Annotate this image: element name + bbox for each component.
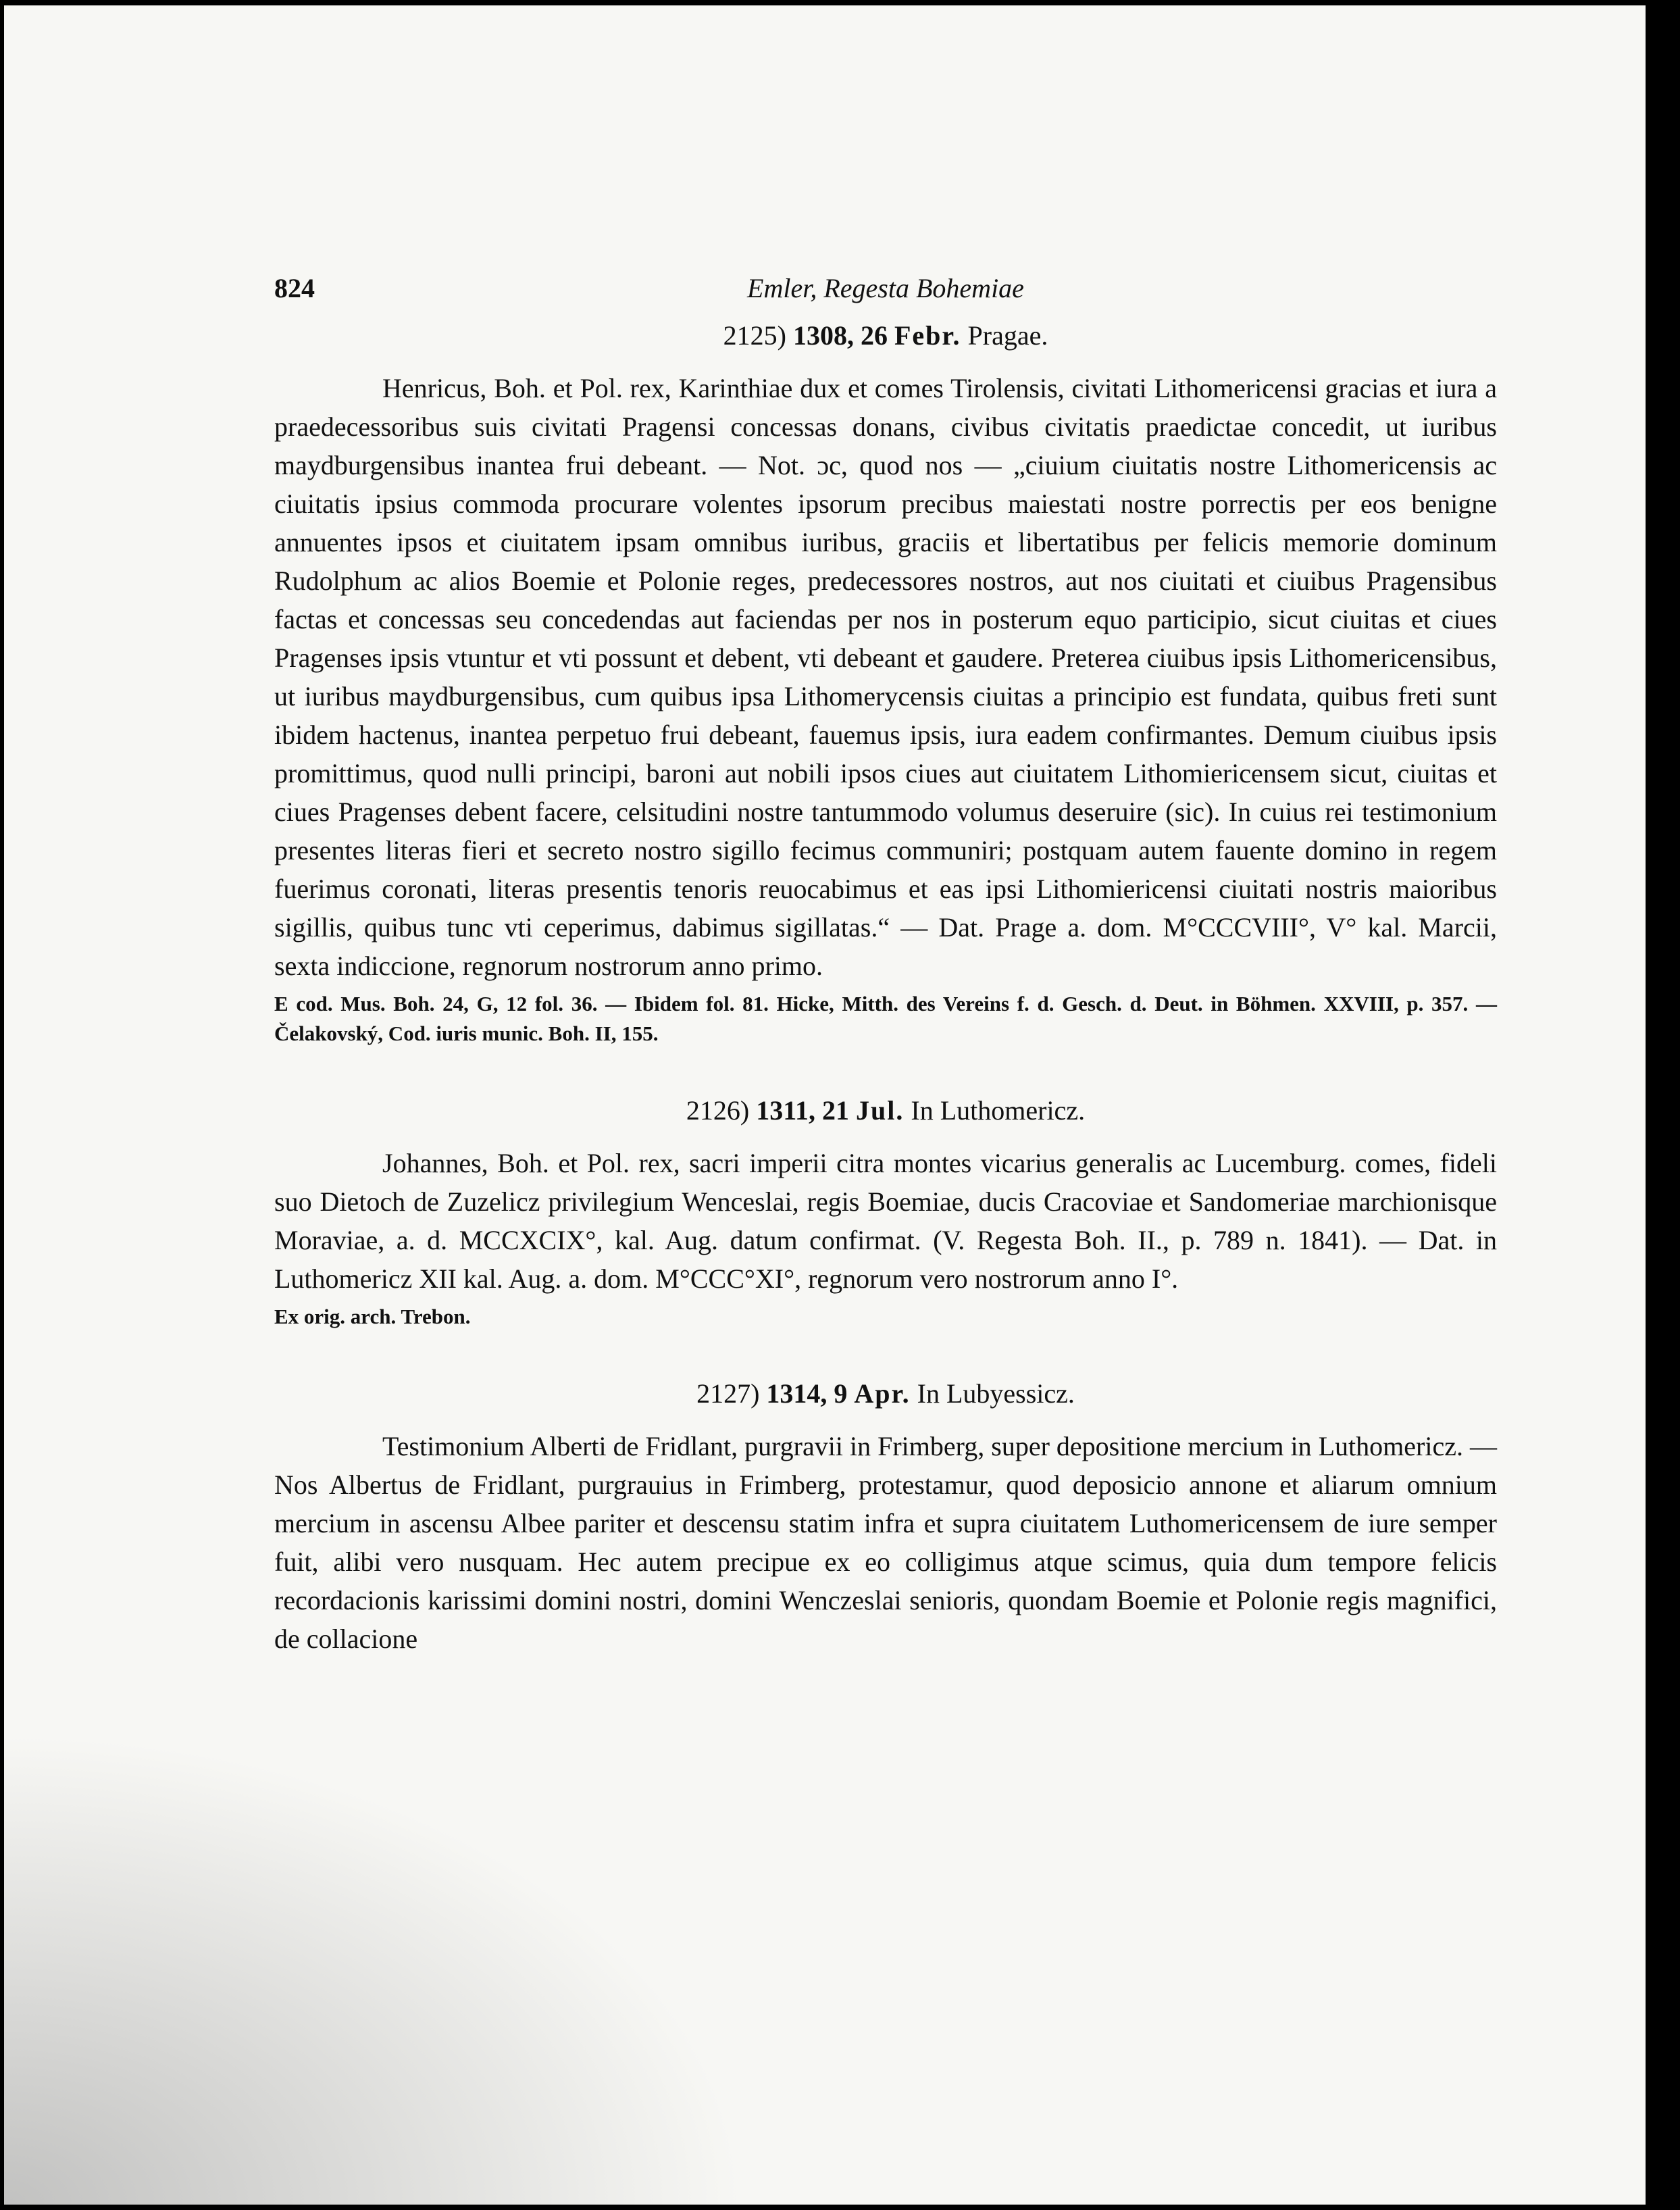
entry-year: 1311, bbox=[756, 1095, 816, 1126]
page-number: 824 bbox=[274, 273, 315, 303]
entry-heading bbox=[274, 320, 1497, 351]
entry-place: Pragae. bbox=[967, 320, 1048, 351]
entry-day: 9 bbox=[834, 1378, 848, 1409]
entry-month: Jul. bbox=[856, 1095, 905, 1126]
regest-entry bbox=[274, 320, 1497, 1049]
running-title: Emler, Regesta Bohemiae bbox=[747, 273, 1024, 303]
regest-entry bbox=[274, 1378, 1497, 1658]
entry-number: 2127) bbox=[696, 1378, 760, 1409]
document-page bbox=[4, 5, 1646, 2205]
entry-text: Johannes, Boh. et Pol. rex, sacri imperii citra montes vicarius generalis ac Lucemburg. comes, fideli suo Dietoch de Zuzelicz privilegium Wenceslai, regis Boemiae, ducis Cracoviae et Sandomeriae marchionisque Moraviae, a. d. MCCXCIX°, kal. Aug. datum confirmat. (V. Regesta Boh. II., p. 789 n. 1841). — Dat. in Luthomericz XII kal. Aug. a. dom. M°CCC°XI°, regnorum vero nostrorum anno I°. bbox=[274, 1148, 1497, 1294]
entry-source-note: Ex orig. arch. Trebon. bbox=[274, 1305, 471, 1328]
entry-number: 2126) bbox=[686, 1095, 750, 1126]
entry-text: Testimonium Alberti de Fridlant, purgravii in Frimberg, super depositione mercium in Luthomericz. — Nos Albertus de Fridlant, purgrauius in Frimberg, protestamur, quod deposicio annone et aliarum omnium mercium in ascensu Albee pariter et descensu statim infra et supra ciuitatem Luthomericensem de iure semper fuit, alibi vero nusquam. Hec autem precipue ex eo colligimus atque scimus, quia dum tempore felicis recordacionis karissimi domini nostri, domini Wenczeslai senioris, quondam Boemie et Polonie regis magnifici, de collacione bbox=[274, 1431, 1497, 1654]
page-content bbox=[274, 272, 1497, 1704]
entry-month: Apr. bbox=[854, 1378, 911, 1409]
entry-year: 1314, bbox=[766, 1378, 828, 1409]
regest-entry bbox=[274, 1095, 1497, 1332]
entry-place: In Lubyessicz. bbox=[917, 1378, 1075, 1409]
entry-year: 1308, bbox=[792, 320, 854, 351]
entry-text: Henricus, Boh. et Pol. rex, Karinthiae dux et comes Tirolensis, civitati Lithomericensi gracias et iura a praedecessoribus suis civitati Pragensi concessas donans, civibus civitatis praedictae concedit, ut iuribus maydburgensibus inantea frui debeant. — Not. ɔc, quod nos — „ciuium ciuitatis nostre Lithomericensis ac ciuitatis ipsius commoda procurare volentes ipsorum precibus maiestati nostre porrectis per eos benigne annuentes ipsos et ciuitatem ipsam omnibus iuribus, graciis et libertatibus per felicis memorie dominum Rudolphum ac alios Boemie et Polonie reges, predecessores nostros, aut nos ciuitati et ciuibus Pragensibus factas et concessas seu concedendas aut faciendas per nos in posterum equo participio, sicut ciuitas et ciues Pragenses ipsis vtuntur et vti possunt et debent, vti debeant et gaudere. Preterea ciuibus ipsis Lithomericensibus, ut iuribus maydburgensibus, cum quibus ipsa Lithomerycensis ciuitas a principio est fundata, quibus freti sunt ibidem hactenus, inantea perpetuo frui debeant, fauemus ipsis, iura eadem confirmantes. Demum ciuibus ipsis promittimus, quod nulli principi, baroni aut nobili ipsos ciues aut ciuitatem Lithomiericensem sicut, ciuitas et ciues Pragenses debent facere, celsitudini nostre tantummodo volumus deseruire (sic). In cuius rei testimonium presentes literas fieri et secreto nostro sigillo fecimus communiri; postquam autem fauente domino in regem fuerimus coronati, literas presentis tenoris reuocabimus et eas ipsi Lithomiericensi ciuitati nostris maioribus sigillis, quibus tunc vti ceperimus, dabimus sigillatas.“ — Dat. Prage a. dom. M°CCCVIII°, V° kal. Marcii, sexta indiccione, regnorum nostrorum anno primo. bbox=[274, 373, 1497, 981]
entry-source-note: E cod. Mus. Boh. 24, G, 12 fol. 36. — Ibidem fol. 81. Hicke, Mitth. des Vereins f. d. Gesch. d. Deut. in Böhmen. XXVIII, p. 357. — Čelakovský, Cod. iuris munic. Boh. II, 155. bbox=[274, 992, 1497, 1045]
entry-place: In Luthomericz. bbox=[911, 1095, 1086, 1126]
entry-number: 2125) bbox=[723, 320, 786, 351]
entry-day: 26 bbox=[860, 320, 888, 351]
entry-month: Febr. bbox=[894, 320, 961, 351]
entry-day: 21 bbox=[822, 1095, 850, 1126]
entry-heading bbox=[274, 1095, 1497, 1126]
entry-heading bbox=[274, 1378, 1497, 1409]
page-header bbox=[274, 272, 1497, 320]
